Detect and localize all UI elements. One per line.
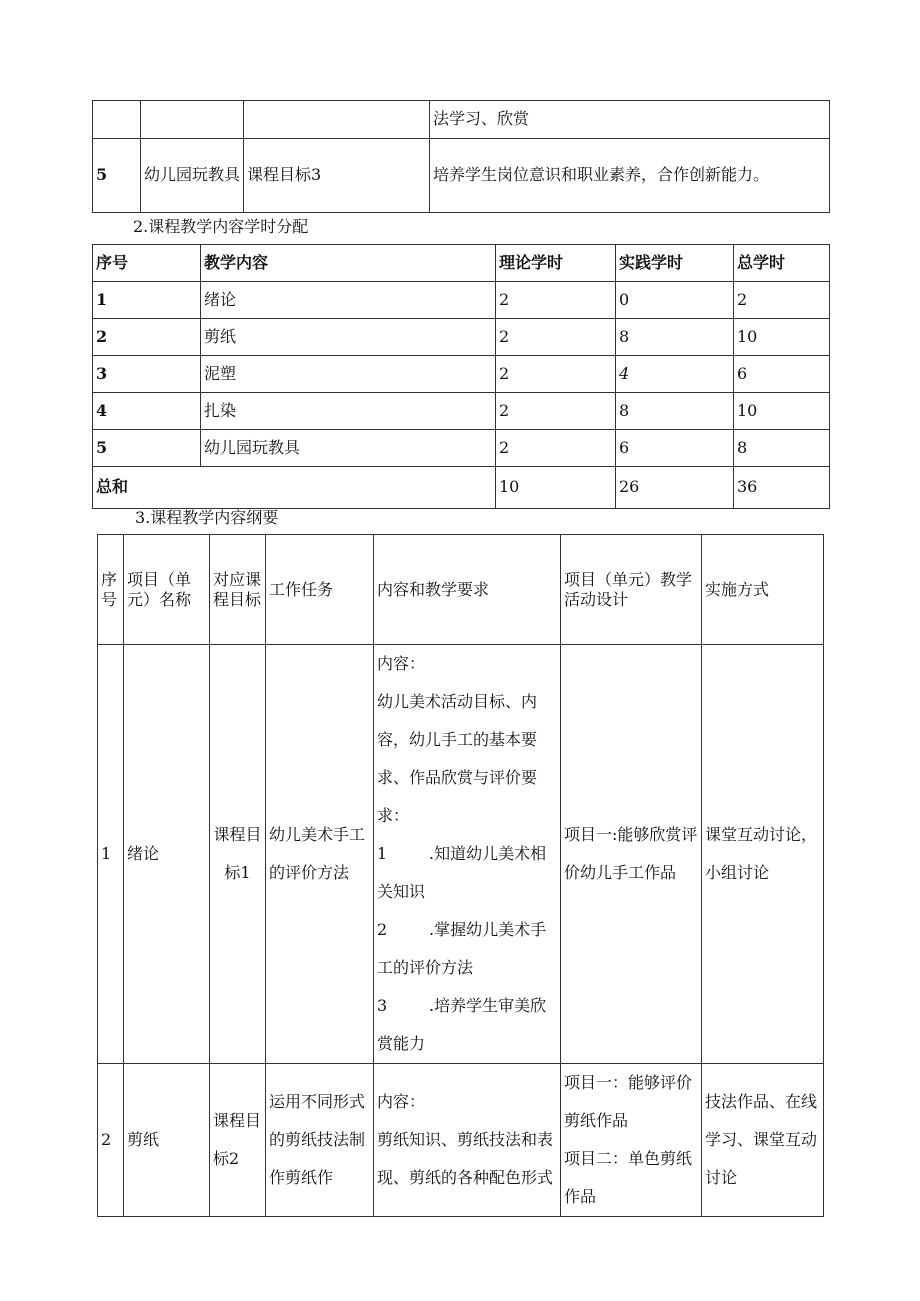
header-task: 工作任务 — [266, 535, 374, 645]
header-content: 内容和教学要求 — [374, 535, 561, 645]
cell-no: 3 — [93, 356, 201, 393]
cell-name: 剪纸 — [124, 1064, 210, 1217]
cell-design — [561, 1064, 702, 1217]
table-row — [93, 393, 830, 430]
cell-no: 2 — [98, 1064, 124, 1217]
cell-total: 8 — [734, 430, 830, 467]
section-3-title: 3.课程教学内容纲要 — [135, 508, 279, 527]
cell-theory: 2 — [496, 319, 616, 356]
cell-no: 2 — [93, 319, 201, 356]
design-item-1: 项目一：能够评价剪纸作品 — [564, 1073, 693, 1130]
cell-theory: 2 — [496, 356, 616, 393]
course-goal-table-continued — [92, 100, 830, 213]
sum-label: 总和 — [93, 467, 496, 509]
cell-content: 泥塑 — [201, 356, 496, 393]
header-no: 序号 — [98, 535, 124, 645]
table-header-row — [98, 535, 824, 645]
cell-project: 幼儿园玩教具 — [141, 139, 244, 213]
cell-task: 运用不同形式的剪纸技法制作剪纸作 — [266, 1064, 374, 1217]
header-method: 实施方式 — [702, 535, 824, 645]
sum-theory: 10 — [496, 467, 616, 509]
header-no: 序号 — [93, 245, 201, 282]
table-row — [93, 282, 830, 319]
header-theory: 理论学时 — [496, 245, 616, 282]
content-text: 幼儿美术活动目标、内容，幼儿手工的基本要求、作品欣赏与评价要求： — [377, 692, 538, 825]
table-row — [98, 1064, 824, 1217]
cell-no: 1 — [98, 645, 124, 1064]
cell-practice: 8 — [616, 319, 734, 356]
cell-project — [141, 101, 244, 139]
content-text: 剪纸知识、剪纸技法和表现、剪纸的各种配色形式 — [377, 1130, 554, 1187]
cell-total: 10 — [734, 393, 830, 430]
header-goal: 对应课程目标 — [210, 535, 266, 645]
content-label: 内容： — [377, 654, 426, 673]
design-item-2: 项目二：单色剪纸作品 — [564, 1149, 693, 1206]
cell-content: 培养学生岗位意识和职业素养，合作创新能力。 — [430, 139, 830, 213]
cell-practice: 6 — [616, 430, 734, 467]
cell-content: 法学习、欣赏 — [430, 101, 830, 139]
section-2-title: 2.课程教学内容学时分配 — [133, 217, 309, 236]
cell-goal: 课程目标2 — [210, 1064, 266, 1217]
cell-no: 1 — [93, 282, 201, 319]
cell-goal: 课程目标1 — [210, 645, 266, 1064]
cell-total: 10 — [734, 319, 830, 356]
header-total: 总学时 — [734, 245, 830, 282]
table-row — [93, 430, 830, 467]
requirement-3: 3 .培养学生审美欣赏能力 — [377, 996, 547, 1053]
cell-method: 技法作品、在线学习、课堂互动讨论 — [702, 1064, 824, 1217]
cell-practice: 4 — [616, 356, 734, 393]
cell-practice: 8 — [616, 393, 734, 430]
cell-content — [374, 1064, 561, 1217]
content-label: 内容： — [377, 1092, 426, 1111]
table-row — [93, 319, 830, 356]
cell-name: 绪论 — [124, 645, 210, 1064]
header-name: 项目（单元）名称 — [124, 535, 210, 645]
cell-content: 扎染 — [201, 393, 496, 430]
cell-goal: 课程目标3 — [244, 139, 430, 213]
cell-design: 项目一:能够欣赏评价幼儿手工作品 — [561, 645, 702, 1064]
requirement-2: 2 .掌握幼儿美术手工的评价方法 — [377, 920, 547, 977]
cell-no: 4 — [93, 393, 201, 430]
cell-task: 幼儿美术手工的评价方法 — [266, 645, 374, 1064]
cell-theory: 2 — [496, 393, 616, 430]
cell-method: 课堂互动讨论，小组讨论 — [702, 645, 824, 1064]
cell-theory: 2 — [496, 282, 616, 319]
sum-practice: 26 — [616, 467, 734, 509]
requirement-1: 1 .知道幼儿美术相关知识 — [377, 844, 547, 901]
cell-content: 剪纸 — [201, 319, 496, 356]
cell-content: 幼儿园玩教具 — [201, 430, 496, 467]
cell-theory: 2 — [496, 430, 616, 467]
cell-practice: 0 — [616, 282, 734, 319]
cell-total: 6 — [734, 356, 830, 393]
cell-no: 5 — [93, 430, 201, 467]
table-header-row — [93, 245, 830, 282]
header-design: 项目（单元）教学活动设计 — [561, 535, 702, 645]
header-practice: 实践学时 — [616, 245, 734, 282]
cell-goal — [244, 101, 430, 139]
sum-total: 36 — [734, 467, 830, 509]
cell-content: 绪论 — [201, 282, 496, 319]
cell-no: 5 — [93, 139, 141, 213]
cell-content — [374, 645, 561, 1064]
sum-row — [93, 467, 830, 509]
table-row — [93, 356, 830, 393]
table-row — [98, 645, 824, 1064]
cell-no — [93, 101, 141, 139]
course-outline-table — [97, 534, 824, 1217]
hours-allocation-table — [92, 244, 830, 509]
header-content: 教学内容 — [201, 245, 496, 282]
cell-total: 2 — [734, 282, 830, 319]
